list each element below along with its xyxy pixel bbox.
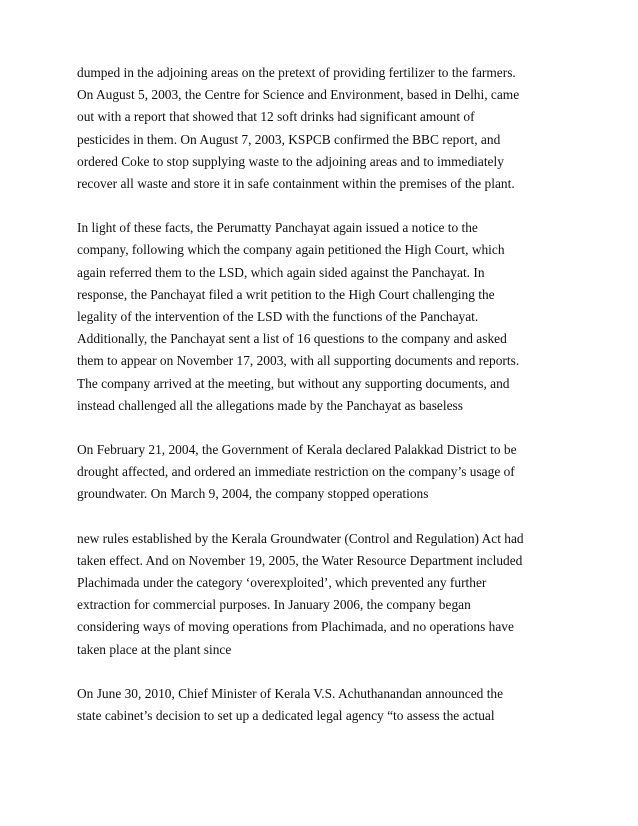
- text-line: taken place at the plant since: [77, 641, 232, 657]
- text-line: again referred them to the LSD, which again sided against the Panchayat. In: [77, 264, 485, 280]
- text-line: considering ways of moving operations from Plachimada, and no operations have: [77, 619, 514, 635]
- text-line: ordered Coke to stop supplying waste to the adjoining areas and to immediately: [77, 153, 504, 169]
- text-line: state cabinet’s decision to set up a dedicated legal agency “to assess the actual: [77, 708, 495, 724]
- text-line: On June 30, 2010, Chief Minister of Kerala V.S. Achuthanandan announced the: [77, 685, 504, 701]
- text-line: On February 21, 2004, the Government of Kerala declared Palakkad District to be: [77, 442, 517, 458]
- text-line: response, the Panchayat filed a writ petition to the High Court challenging the: [77, 286, 495, 302]
- paragraph-1: [77, 62, 569, 195]
- text-line: out with a report that showed that 12 soft drinks had significant amount of: [77, 109, 475, 125]
- paragraph-2: [77, 217, 569, 417]
- text-line: groundwater. On March 9, 2004, the company stopped operations: [77, 486, 429, 502]
- text-line: On August 5, 2003, the Centre for Science and Environment, based in Delhi, came: [77, 87, 520, 103]
- text-line: drought affected, and ordered an immediate restriction on the company’s usage of: [77, 464, 515, 480]
- text-line: legality of the intervention of the LSD with the functions of the Panchayat.: [77, 309, 479, 325]
- text-line: company, following which the company again petitioned the High Court, which: [77, 242, 505, 258]
- text-line: them to appear on November 17, 2003, with all supporting documents and reports.: [77, 353, 520, 369]
- text-line: new rules established by the Kerala Groundwater (Control and Regulation) Act had: [77, 530, 524, 546]
- text-line: The company arrived at the meeting, but without any supporting documents, and: [77, 375, 510, 391]
- text-line: pesticides in them. On August 7, 2003, KSPCB confirmed the BBC report, and: [77, 131, 501, 147]
- text-line: In light of these facts, the Perumatty Panchayat again issued a notice to the: [77, 220, 478, 236]
- document-page: [77, 62, 569, 749]
- text-line: Additionally, the Panchayat sent a list of 16 questions to the company and asked: [77, 331, 507, 347]
- text-line: recover all waste and store it in safe containment within the premises of the plant.: [77, 176, 515, 192]
- paragraph-3: [77, 439, 569, 506]
- text-line: dumped in the adjoining areas on the pretext of providing fertilizer to the farmers.: [77, 65, 516, 80]
- text-line: extraction for commercial purposes. In January 2006, the company began: [77, 597, 471, 613]
- text-line: Plachimada under the category ‘overexploited’, which prevented any further: [77, 575, 487, 591]
- paragraph-5: [77, 683, 569, 727]
- paragraph-4: [77, 528, 569, 661]
- text-line: taken effect. And on November 19, 2005, the Water Resource Department included: [77, 552, 523, 568]
- text-line: instead challenged all the allegations made by the Panchayat as baseless: [77, 397, 463, 413]
